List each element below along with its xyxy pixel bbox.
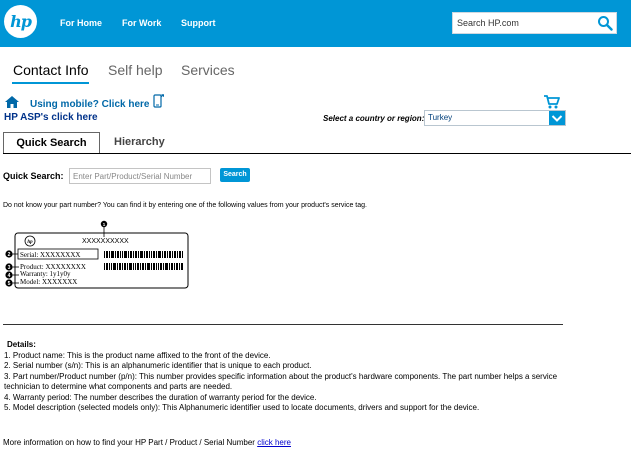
- product-barcode: [104, 263, 183, 270]
- search-icon[interactable]: [597, 15, 613, 31]
- callout-2: 2: [7, 252, 11, 258]
- quick-search-input[interactable]: [73, 170, 207, 182]
- details-line-2: 2. Serial number (s/n): This is an alphanumeric identifier that is unique to each product.: [4, 361, 312, 370]
- mobile-link[interactable]: Using mobile? Click here: [30, 99, 150, 110]
- active-tab-underline: [12, 82, 89, 84]
- tag-model: Model: XXXXXXX: [20, 278, 78, 286]
- callout-4: 4: [7, 273, 11, 279]
- tab-contact-info[interactable]: Contact Info: [13, 62, 89, 78]
- section-divider: [3, 324, 563, 325]
- tag-product: Product: XXXXXXXX: [20, 263, 86, 271]
- home-icon[interactable]: [5, 96, 19, 108]
- callout-3: 3: [7, 265, 11, 271]
- tab-self-help[interactable]: Self help: [108, 62, 163, 78]
- country-dropdown-button[interactable]: [549, 111, 565, 125]
- more-info-link[interactable]: click here: [257, 438, 291, 447]
- hp-logo-text: hp: [10, 12, 31, 31]
- country-select-value: Turkey: [428, 113, 453, 122]
- asp-link[interactable]: HP ASP's click here: [4, 112, 98, 123]
- country-label: Select a country or region:: [323, 114, 425, 123]
- nav-support[interactable]: Support: [181, 18, 216, 28]
- country-select[interactable]: [424, 110, 566, 126]
- cart-icon[interactable]: [544, 95, 560, 109]
- quick-search-field: [69, 168, 211, 184]
- details-line-5: 5. Model description (selected models only): This Alphanumeric identifier used to locate documents, drivers and support for the device.: [4, 403, 480, 412]
- details-line-3: 3. Part number/Product number (p/n): This number provides specific information about the product's hardware components. The part number helps a service technician to determine what components and parts are needed.: [4, 371, 558, 391]
- chevron-down-icon: [549, 111, 565, 125]
- callout-5: 5: [7, 281, 11, 287]
- service-tag-image: [0, 218, 192, 292]
- top-header-bar: [0, 0, 631, 47]
- tag-warranty: Warranty: 1y1y0y: [20, 270, 71, 278]
- more-info-text: More information on how to find your HP Part / Product / Serial Number: [3, 438, 258, 447]
- tag-serial: Serial: XXXXXXXX: [20, 251, 81, 259]
- site-search-input[interactable]: [457, 16, 592, 29]
- hp-logo[interactable]: [4, 5, 37, 38]
- details-line-1: 1. Product name: This is the product name affixed to the front of the device.: [4, 350, 271, 360]
- details-section: [3, 340, 563, 414]
- site-search-box: [452, 12, 617, 34]
- tabs-divider: [3, 153, 631, 154]
- tag-logo-text: hp: [27, 240, 33, 245]
- details-title: Details:: [7, 340, 36, 349]
- tab-hierarchy[interactable]: Hierarchy: [114, 136, 165, 148]
- intro-text: Do not know your part number? You can find it by entering one of the following values from your product's service tag.: [3, 202, 367, 209]
- nav-for-work[interactable]: For Work: [122, 18, 162, 28]
- mobile-phone-icon[interactable]: [152, 94, 164, 108]
- nav-for-home[interactable]: For Home: [60, 18, 103, 28]
- quick-search-label: Quick Search:: [3, 171, 64, 181]
- tab-services[interactable]: Services: [181, 62, 235, 78]
- callout-1: 1: [102, 222, 106, 227]
- tab-quick-search[interactable]: Quick Search: [3, 132, 100, 154]
- quick-search-button[interactable]: Search: [220, 168, 250, 182]
- tag-top-code: XXXXXXXXXX: [82, 238, 129, 245]
- more-info: [3, 438, 291, 447]
- details-line-4: 4. Warranty period: The number describes the duration of warranty period for the device.: [4, 392, 317, 402]
